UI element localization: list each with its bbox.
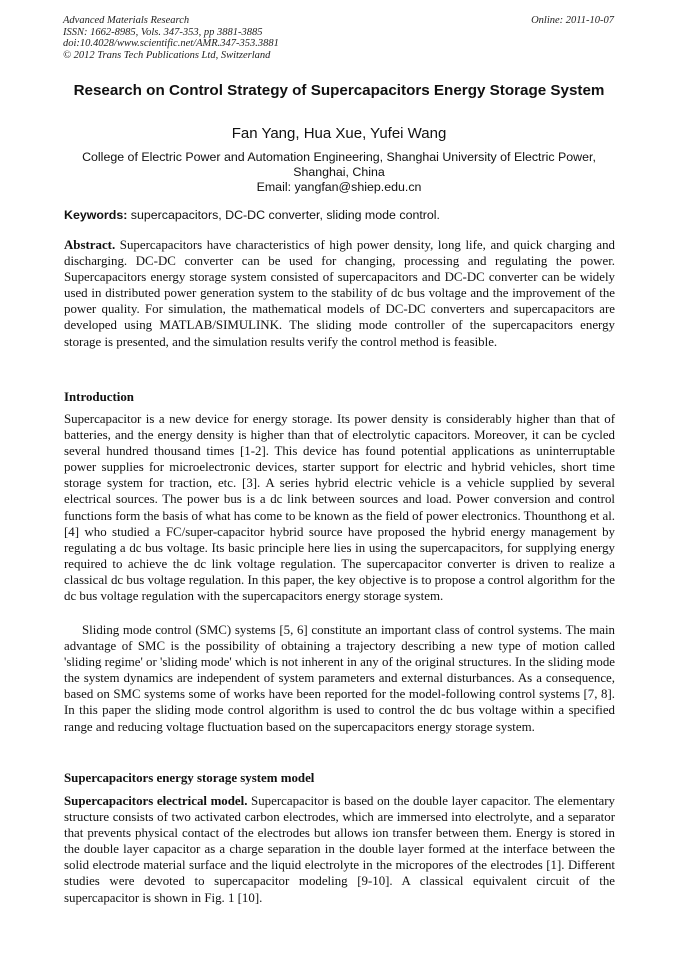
issn-line: ISSN: 1662-8985, Vols. 347-353, pp 3881-3885	[63, 26, 263, 38]
keywords-text: supercapacitors, DC-DC converter, sliding mode control.	[127, 208, 441, 222]
affiliation-block	[64, 150, 614, 195]
online-date: Online: 2011-10-07	[531, 15, 614, 26]
abstract-label: Abstract.	[64, 238, 116, 252]
introduction-paragraph-1: Supercapacitor is a new device for energy storage. Its power density is considerably higher than that of batteries, and the energy density is higher than that of electrolytic capacitors. Moreover, it can be cycled several hundred thousand times [1-2]. This device has found potential applications as uninterruptable power supplies for microelectronic devices, starter support for electric and hybrid vehicles, short time storage system for traction, etc. [3]. A series hybrid electric vehicle is a vehicle supplied by several electrical sources. The power bus is a dc link between sources and load. Power conversion and control functions form the basis of what has come to be known as the field of power electronics. Thounthong et al. [4] who studied a FC/super-capacitor hybrid source have proposed the hybrid energy management by regulating a dc bus voltage. Its basic principle here lies in using the supercapacitors, for supplying energy required to achieve the dc link voltage regulation. The supercapacitor converter is driven to realize a classical dc bus voltage regulation. In this paper, the key objective is to propose a control algorithm for the dc bus voltage regulation with the supercapacitors energy storage system.	[64, 412, 615, 604]
journal-header	[63, 15, 279, 61]
abstract-text: Supercapacitors have characteristics of high power density, long life, and quick charging and discharging. DC-DC converter can be used for changing, processing and regulating the power. Supercapacitors energy storage system consisted of supercapacitors and DC-DC converter can be widely used in distributed power generation system to the stability of dc bus voltage and the improvement of the power quality. For simulation, the mathematical models of DC-DC converters and supercapacitors are developed using MATLAB/SIMULINK. The sliding mode controller of the supercapacitors energy storage is presented, and the simulation results verify the control method is feasible.	[64, 238, 615, 349]
model-paragraph	[64, 793, 615, 906]
paper-authors: Fan Yang, Hua Xue, Yufei Wang	[231, 125, 447, 142]
affiliation-line-1: College of Electric Power and Automation Engineering, Shanghai University of Electric Power,	[82, 150, 596, 164]
section-heading-model: Supercapacitors energy storage system model	[64, 771, 315, 785]
journal-name: Advanced Materials Research	[63, 15, 190, 26]
author-email: Email: yangfan@shiep.edu.cn	[256, 180, 422, 194]
section-heading-introduction: Introduction	[64, 390, 134, 404]
paper-title: Research on Control Strategy of Supercapacitors Energy Storage System	[73, 82, 605, 99]
copyright-line: © 2012 Trans Tech Publications Ltd, Switzerland	[63, 49, 271, 61]
abstract	[64, 237, 615, 350]
keywords	[64, 208, 616, 223]
doi-line: doi:10.4028/www.scientific.net/AMR.347-353.3881	[63, 38, 279, 49]
keywords-label: Keywords:	[64, 208, 128, 222]
introduction-paragraph-2: Sliding mode control (SMC) systems [5, 6] constitute an important class of control systems. The main advantage of SMC is the possibility of obtaining a trajectory describing a new type of motion called 'sliding regime' or 'sliding mode' which is not inherent in any of the original structures. In the sliding mode the system dynamics are independent of system parameters and external disturbances. As a consequence, based on SMC systems some of works have been reported for the model-following control systems [7, 8]. In this paper the sliding mode control algorithm is used to control the dc bus voltage within a specified range and reducing voltage fluctuation based on the supercapacitors energy storage system.	[64, 623, 615, 734]
affiliation-line-2: Shanghai, China	[293, 165, 385, 179]
model-paragraph-lead: Supercapacitors electrical model.	[64, 794, 248, 808]
model-paragraph-text: Supercapacitor is based on the double layer capacitor. The elementary structure consists of two activated carbon electrodes, which are immersed into electrolyte, and a separator that prevents physical contact of the electrodes but allows ion transfer between them. Energy is stored in the double layer capacitor as a charge separation in the double layer formed at the interface between the solid electrode material surface and the liquid electrolyte in the micropores of the electrodes [1]. Different studies were devoted to supercapacitor modeling [9-10]. A classical equivalent circuit of the supercapacitor is shown in Fig. 1 [10].	[64, 794, 615, 905]
